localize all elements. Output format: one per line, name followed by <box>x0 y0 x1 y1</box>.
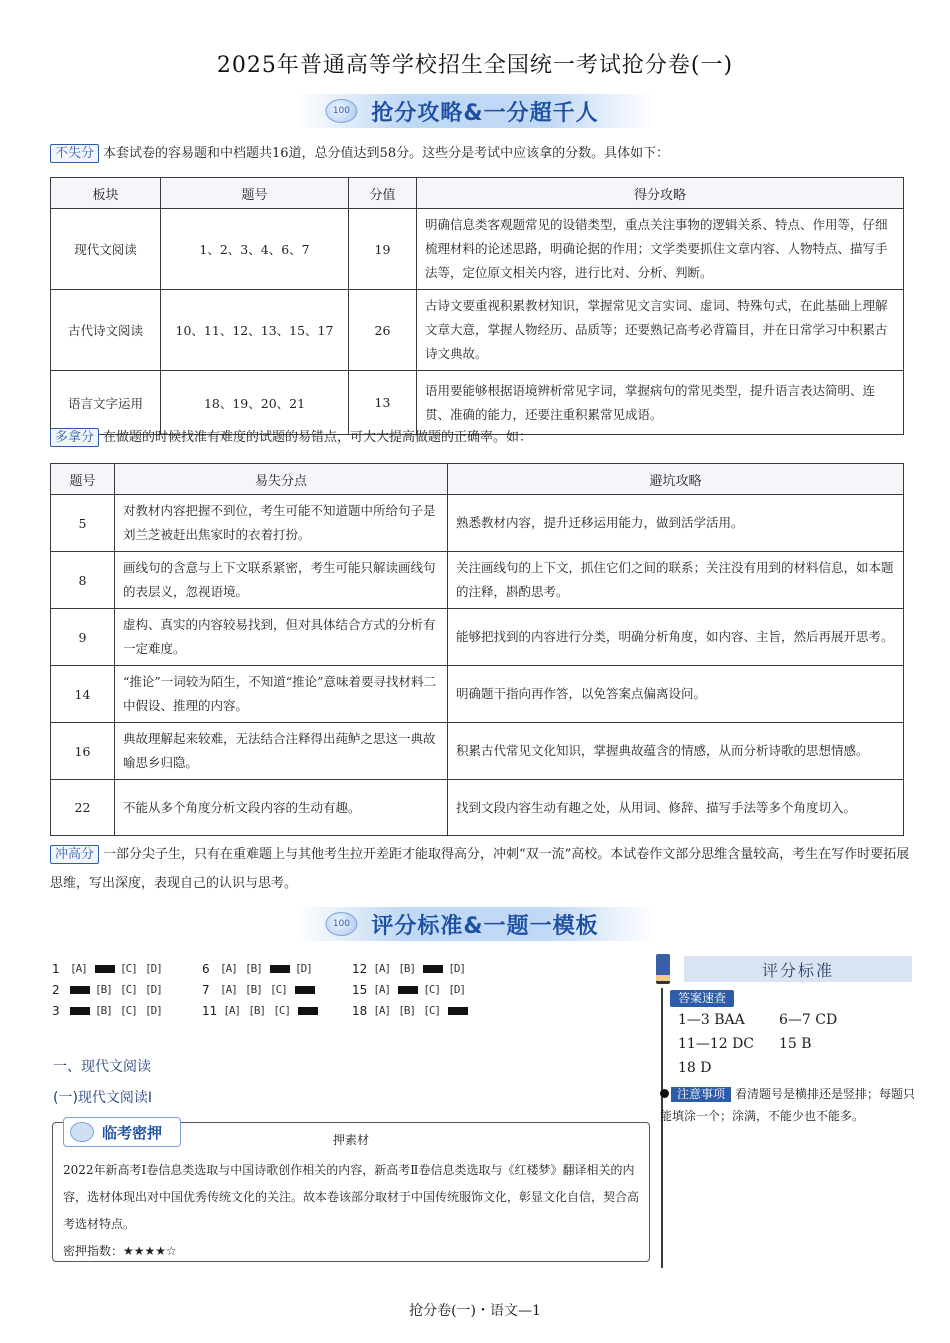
answer-range: 11—12 DC <box>678 1036 755 1052</box>
not-lose-intro <box>50 140 910 167</box>
question-number: 7 <box>202 982 210 997</box>
answer-item <box>52 1004 202 1018</box>
option-box: [B] <box>398 962 416 975</box>
exam-prediction-box <box>52 1122 650 1262</box>
option-box: [C] <box>423 1004 441 1017</box>
option-box: [D] <box>145 962 162 975</box>
option-box: [D] <box>145 983 162 996</box>
table-row <box>51 666 904 723</box>
num-cell: 22 <box>51 780 115 836</box>
strategy-cell: 古诗文要重视积累教材知识，掌握常见文言实词、虚词、特殊句式，在此基础上理解文章大意，掌握人物经历、品质等；还要熟记高考必背篇目，并在日常学习中积累古诗文典故。 <box>417 290 904 371</box>
question-number: 15 <box>352 982 368 997</box>
block-cell: 语言文字运用 <box>51 371 161 435</box>
option-box: [A] <box>373 983 391 996</box>
num-cell: 8 <box>51 552 115 609</box>
table-row <box>51 723 904 780</box>
more-score-text: 在做题的时候找准有难度的试题的易错点，可大大提高做题的正确率。如： <box>103 430 533 445</box>
question-number: 18 <box>352 1003 368 1018</box>
bullet-icon <box>660 1089 669 1098</box>
filled-option <box>270 965 290 973</box>
option-box: [A] <box>220 983 237 996</box>
panel-divider <box>661 988 663 1268</box>
score-cell: 19 <box>349 209 417 290</box>
scoring-header <box>650 955 912 983</box>
pencil-icon <box>656 954 670 984</box>
table-row <box>51 609 904 666</box>
pitfall-cell: 典故理解起来较难，无法结合注释得出莼鲈之思这一典故喻思乡归隐。 <box>115 723 448 780</box>
page-footer: 抢分卷(一)・语文—1 <box>409 1303 541 1319</box>
answer-range: 18 D <box>678 1060 712 1076</box>
answer-line <box>678 1056 837 1080</box>
banner-title: 抢分攻略&一分超千人 <box>371 100 599 126</box>
tip-cell: 关注画线句的上下文，抓住它们之间的联系；关注没有用到的材料信息，如本题的注释，斟酌思考。 <box>448 552 904 609</box>
question-number: 6 <box>202 961 210 976</box>
option-box: [A] <box>220 962 237 975</box>
star-rating: ★★★★☆ <box>123 1244 177 1258</box>
filled-option <box>70 1007 90 1015</box>
table-row <box>51 290 904 371</box>
answer-range: 6—7 CD <box>779 1012 838 1028</box>
exam-body <box>63 1157 641 1265</box>
num-cell: 5 <box>51 495 115 552</box>
question-number: 1 <box>52 961 60 976</box>
tip-cell: 积累古代常见文化知识，掌握典故蕴含的情感，从而分析诗歌的思想情感。 <box>448 723 904 780</box>
pitfall-cell: 画线句的含意与上下文联系紧密，考生可能只解读画线句的表层义，忽视语境。 <box>115 552 448 609</box>
more-score-intro <box>50 424 910 451</box>
filled-option <box>295 986 315 994</box>
answer-row <box>52 1000 502 1021</box>
answer-row <box>52 958 502 979</box>
filled-option <box>95 965 115 973</box>
option-box: [A] <box>373 1004 391 1017</box>
question-number: 12 <box>352 961 368 976</box>
table-header: 题号 <box>51 464 115 495</box>
answer-line <box>678 1032 837 1056</box>
option-box: [B] <box>398 1004 416 1017</box>
notice-label: 注意事项 <box>671 1087 731 1102</box>
answer-line <box>678 1008 837 1032</box>
answer-item <box>202 983 352 997</box>
more-score-tag: 多拿分 <box>50 428 99 447</box>
table-header: 板块 <box>51 178 161 209</box>
answer-sheet <box>52 958 502 1021</box>
option-box: [D] <box>448 962 466 975</box>
rush-text: 一部分尖子生，只有在重难题上与其他考生拉开差距才能取得高分，冲刺“双一流”高校。本试卷作文部分思维含量较高，考生在写作时要拓展思维，写出深度，表现自己的认识与思考。 <box>50 847 910 891</box>
pitfall-cell: “推论”一词较为陌生，不知道“推论”意味着要寻找材料二中假设、推理的内容。 <box>115 666 448 723</box>
option-box: [B] <box>95 983 112 996</box>
option-box: [C] <box>120 983 137 996</box>
pitfall-cell: 对教材内容把握不到位，考生可能不知道题中所给句子是刘兰芝被赶出焦家时的衣着打扮。 <box>115 495 448 552</box>
exam-subtitle: 押素材 <box>332 1133 369 1147</box>
strategy-cell: 明确信息类客观题常见的设错类型，重点关注事物的逻辑关系、特点、作用等，仔细梳理材料的论述思路，明确论据的作用；文学类要抓住文章内容、人物特点、描写手法等，定位原文相关内容，进行比对、分析、判断。 <box>417 209 904 290</box>
answer-item <box>52 962 202 976</box>
option-box: [A] <box>70 962 87 975</box>
option-box: [B] <box>245 962 262 975</box>
strategy-cell: 语用要能够根据语境辨析常见字词，掌握病句的常见类型，提升语言表达简明、连贯、准确的能力，还要注重积累常见成语。 <box>417 371 904 435</box>
filled-option <box>298 1007 318 1015</box>
tip-cell: 找到文段内容生动有趣之处，从用词、修辞、描写手法等多个角度切入。 <box>448 780 904 836</box>
prediction-index <box>63 1238 641 1265</box>
notice <box>660 1083 916 1127</box>
filled-option <box>398 986 418 994</box>
answer-range: 1—3 BAA <box>678 1012 745 1028</box>
nums-cell: 10、11、12、13、15、17 <box>161 290 349 371</box>
notice-text: 看清题号是横排还是竖排；每题只能填涂一个；涂满，不能少也不能多。 <box>660 1087 916 1123</box>
not-lose-tag: 不失分 <box>50 144 99 163</box>
score-cell: 13 <box>349 371 417 435</box>
filled-option <box>448 1007 468 1015</box>
table-header: 得分攻略 <box>417 178 904 209</box>
table-header: 分值 <box>349 178 417 209</box>
tip-cell: 明确题干指向再作答，以免答案点偏离设问。 <box>448 666 904 723</box>
option-box: [D] <box>145 1004 162 1017</box>
answer-item <box>352 983 502 997</box>
section-banner-scoring <box>295 907 654 941</box>
option-box: [C] <box>423 983 441 996</box>
section-banner-strategy <box>295 94 654 128</box>
option-box: [C] <box>273 1004 291 1017</box>
table-row <box>51 780 904 836</box>
section-heading: 一、现代文阅读 <box>53 1059 151 1075</box>
medal-icon: 100 <box>325 99 357 123</box>
filled-option <box>70 986 90 994</box>
exam-text: 2022年新高考Ⅰ卷信息类选取与中国诗歌创作相关的内容，新高考Ⅱ卷信息类选取与《红楼梦》翻译相关的内容，选材体现出对中国优秀传统文化的关注。故本卷该部分取材于中国传统服饰文化，彰显文化自信，契合高考选材特点。 <box>63 1163 640 1231</box>
table-row <box>51 552 904 609</box>
option-box: [B] <box>95 1004 112 1017</box>
subsection-heading: (一)现代文阅读Ⅰ <box>53 1090 153 1106</box>
question-number: 11 <box>202 1003 218 1018</box>
num-cell: 16 <box>51 723 115 780</box>
score-cell: 26 <box>349 290 417 371</box>
option-box: [D] <box>295 962 312 975</box>
rush-tag: 冲高分 <box>50 845 99 864</box>
exam-tab-title: 临考密押 <box>102 1123 163 1142</box>
index-label: 密押指数： <box>63 1244 124 1258</box>
table-row <box>51 495 904 552</box>
quick-answer-label: 答案速查 <box>670 990 734 1007</box>
table-header: 题号 <box>161 178 349 209</box>
option-box: [A] <box>373 962 391 975</box>
table-header: 避坑攻略 <box>448 464 904 495</box>
option-box: [C] <box>270 983 287 996</box>
quick-answers <box>678 1008 837 1080</box>
tip-cell: 能够把找到的内容进行分类，明确分析角度，如内容、主旨，然后再展开思考。 <box>448 609 904 666</box>
block-cell: 古代诗文阅读 <box>51 290 161 371</box>
medal-icon: 100 <box>325 912 357 936</box>
page-title: 2025年普通高等学校招生全国统一考试抢分卷(一) <box>216 53 734 78</box>
scoring-panel <box>650 955 912 1007</box>
answer-row <box>52 979 502 1000</box>
table-header: 易失分点 <box>115 464 448 495</box>
filled-option <box>423 965 443 973</box>
option-box: [A] <box>223 1004 241 1017</box>
answer-item <box>202 962 352 976</box>
rush-intro <box>50 840 912 898</box>
block-cell: 现代文阅读 <box>51 209 161 290</box>
pitfall-cell: 虚构、真实的内容较易找到，但对具体结合方式的分析有一定难度。 <box>115 609 448 666</box>
num-cell: 9 <box>51 609 115 666</box>
scoring-title: 评分标准 <box>684 956 912 982</box>
nums-cell: 18、19、20、21 <box>161 371 349 435</box>
more-score-table <box>50 463 904 836</box>
answer-range: 15 B <box>779 1036 812 1052</box>
table-row <box>51 209 904 290</box>
option-box: [B] <box>248 1004 266 1017</box>
answer-item <box>52 983 202 997</box>
tip-cell: 熟悉教材内容，提升迁移运用能力，做到活学活用。 <box>448 495 904 552</box>
nums-cell: 1、2、3、4、6、7 <box>161 209 349 290</box>
answer-item <box>352 962 502 976</box>
option-box: [B] <box>245 983 262 996</box>
option-box: [D] <box>448 983 466 996</box>
num-cell: 14 <box>51 666 115 723</box>
not-lose-text: 本套试卷的容易题和中档题共16道，总分值达到58分。这些分是考试中应该拿的分数。具体如下： <box>103 146 670 161</box>
option-box: [C] <box>120 962 137 975</box>
banner-title: 评分标准&一题一模板 <box>371 913 599 939</box>
option-box: [C] <box>120 1004 137 1017</box>
question-number: 3 <box>52 1003 60 1018</box>
not-lose-table <box>50 177 904 435</box>
answer-item <box>202 1004 352 1018</box>
question-number: 2 <box>52 982 60 997</box>
pitfall-cell: 不能从多个角度分析文段内容的生动有趣。 <box>115 780 448 836</box>
answer-item <box>352 1004 502 1018</box>
